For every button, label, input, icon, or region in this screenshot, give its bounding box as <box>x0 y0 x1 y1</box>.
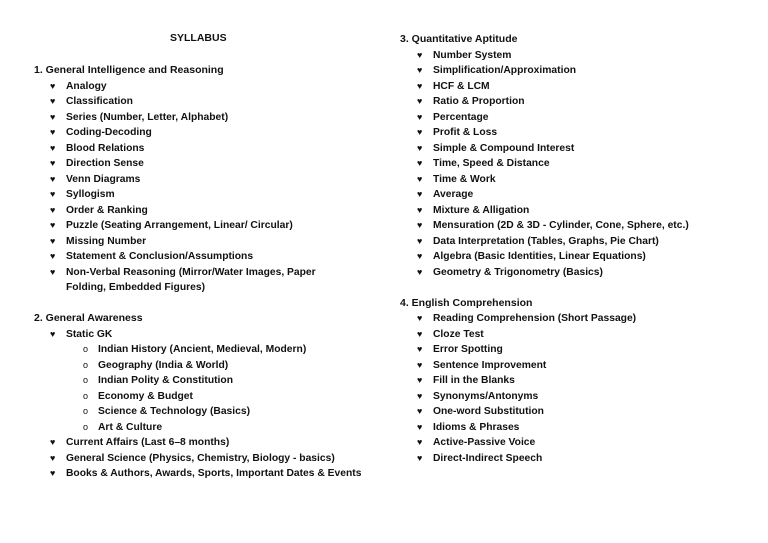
list-item <box>400 79 760 95</box>
heart-bullet-icon: ♥ <box>417 344 423 354</box>
list-item-label: Puzzle (Seating Arrangement, Linear/ Circular) <box>66 220 293 231</box>
list-item <box>34 466 394 482</box>
heart-bullet-icon: ♥ <box>417 80 423 91</box>
list-item <box>34 110 394 126</box>
list-item <box>34 327 394 436</box>
list-item-label: Order & Ranking <box>66 204 148 216</box>
heart-bullet-icon: ♥ <box>417 266 423 277</box>
heart-bullet-icon: ♥ <box>417 220 423 230</box>
heart-bullet-icon: ♥ <box>50 173 56 184</box>
list-item-label: Simplification/Approximation <box>433 65 577 76</box>
list-item-label: Books & Authors, Awards, Sports, Important Dates & Events <box>66 468 362 479</box>
topic-list <box>400 311 760 466</box>
list-item-label: Analogy <box>66 80 107 92</box>
list-item-label: Time & Work <box>433 173 496 185</box>
sub-list-item <box>66 342 394 358</box>
list-item-label: Blood Relations <box>66 142 145 154</box>
list-item-label: Coding-Decoding <box>66 127 152 138</box>
heart-bullet-icon: ♥ <box>50 468 56 478</box>
section-heading: 1. General Intelligence and Reasoning <box>34 64 224 76</box>
list-item <box>400 249 760 265</box>
heart-bullet-icon: ♥ <box>50 235 56 246</box>
list-item <box>400 48 760 64</box>
list-item <box>34 234 394 250</box>
section-heading: 3. Quantitative Aptitude <box>400 33 518 45</box>
list-item-label: Missing Number <box>66 235 147 247</box>
sub-list-item-label: Economy & Budget <box>98 390 193 402</box>
list-item <box>400 156 760 172</box>
list-item <box>400 218 760 234</box>
list-item <box>400 172 760 188</box>
heart-bullet-icon: ♥ <box>417 375 423 385</box>
list-item-label: Simple & Compound Interest <box>433 142 575 154</box>
list-item <box>400 63 760 79</box>
section-heading: 2. General Awareness <box>34 312 143 324</box>
list-item-label: Ratio & Proportion <box>433 96 525 107</box>
sub-list-item <box>66 358 394 374</box>
list-item-label: Statement & Conclusion/Assumptions <box>66 251 254 262</box>
heart-bullet-icon: ♥ <box>50 158 56 168</box>
heart-bullet-icon: ♥ <box>417 204 423 215</box>
list-item-label: Mensuration (2D & 3D - Cylinder, Cone, Sphere, etc.) <box>433 220 689 231</box>
list-item <box>34 203 394 219</box>
topic-list <box>400 48 760 281</box>
heart-bullet-icon: ♥ <box>417 437 423 447</box>
list-item <box>34 218 394 234</box>
heart-bullet-icon: ♥ <box>50 111 56 122</box>
list-item <box>400 311 760 327</box>
sub-list-item-label: Indian History (Ancient, Medieval, Modern) <box>98 344 307 355</box>
list-item <box>400 404 760 420</box>
list-item-label: Number System <box>433 49 512 61</box>
heart-bullet-icon: ♥ <box>417 96 423 106</box>
heart-bullet-icon: ♥ <box>50 220 56 230</box>
sub-list-item-label: Science & Technology (Basics) <box>98 406 251 417</box>
heart-bullet-icon: ♥ <box>50 80 56 91</box>
sub-list-item-label: Geography (India & World) <box>98 359 229 371</box>
list-item-label: Fill in the Blanks <box>433 375 515 386</box>
heart-bullet-icon: ♥ <box>417 49 423 60</box>
section-general-intelligence <box>34 63 394 296</box>
heart-bullet-icon: ♥ <box>417 328 423 339</box>
heart-bullet-icon: ♥ <box>417 406 423 416</box>
sub-list-item <box>66 373 394 389</box>
topic-list <box>34 435 394 482</box>
section-general-awareness <box>34 311 394 482</box>
heart-bullet-icon: ♥ <box>417 452 423 463</box>
left-column <box>34 63 394 497</box>
list-item-label: Current Affairs (Last 6–8 months) <box>66 437 230 448</box>
right-column <box>400 32 760 482</box>
list-item-label: Sentence Improvement <box>433 359 547 371</box>
heart-bullet-icon: ♥ <box>417 111 423 122</box>
circle-bullet-icon: o <box>83 390 89 401</box>
section-english-comprehension <box>400 296 760 467</box>
list-item-label: Synonyms/Antonyms <box>433 390 539 402</box>
heart-bullet-icon: ♥ <box>417 421 423 432</box>
section-quantitative-aptitude <box>400 32 760 280</box>
list-item-label: Geometry & Trigonometry (Basics) <box>433 266 603 278</box>
circle-bullet-icon: o <box>83 406 89 416</box>
sub-list-item-label: Art & Culture <box>98 421 163 433</box>
list-item <box>400 389 760 405</box>
list-item-label: Cloze Test <box>433 328 484 340</box>
list-item-label: Active-Passive Voice <box>433 437 536 448</box>
sub-list-item <box>66 404 394 420</box>
list-item <box>400 265 760 281</box>
list-item <box>400 110 760 126</box>
list-item <box>400 125 760 141</box>
topic-list <box>34 327 394 436</box>
list-item-label: Data Interpretation (Tables, Graphs, Pie Chart) <box>433 235 659 247</box>
list-item-label: General Science (Physics, Chemistry, Biology - basics) <box>66 452 335 464</box>
circle-bullet-icon: o <box>83 375 89 385</box>
list-item-label: Reading Comprehension (Short Passage) <box>433 313 637 324</box>
list-item-label: One-word Substitution <box>433 406 544 417</box>
circle-bullet-icon: o <box>83 359 89 370</box>
list-item-label: Percentage <box>433 111 489 123</box>
list-item <box>400 141 760 157</box>
list-item-label: Series (Number, Letter, Alphabet) <box>66 111 229 123</box>
heart-bullet-icon: ♥ <box>50 189 56 199</box>
sub-topic-list <box>66 342 394 435</box>
topic-list <box>34 79 394 296</box>
list-item-label: Idioms & Phrases <box>433 421 520 433</box>
list-item <box>400 373 760 389</box>
heart-bullet-icon: ♥ <box>417 359 423 370</box>
list-item <box>400 327 760 343</box>
heart-bullet-icon: ♥ <box>417 313 423 323</box>
sub-list-item <box>66 420 394 436</box>
heart-bullet-icon: ♥ <box>417 251 423 261</box>
heart-bullet-icon: ♥ <box>50 142 56 153</box>
list-item <box>400 203 760 219</box>
heart-bullet-icon: ♥ <box>50 96 56 106</box>
list-item <box>34 451 394 467</box>
heart-bullet-icon: ♥ <box>50 251 56 261</box>
list-item <box>400 187 760 203</box>
circle-bullet-icon: o <box>83 344 89 354</box>
list-item <box>34 187 394 203</box>
list-item <box>400 94 760 110</box>
list-item-label: Time, Speed & Distance <box>433 158 550 169</box>
list-item <box>34 94 394 110</box>
list-item-label: Classification <box>66 96 133 107</box>
list-item-label: Mixture & Alligation <box>433 204 530 216</box>
list-item <box>400 435 760 451</box>
list-item <box>400 358 760 374</box>
section-heading: 4. English Comprehension <box>400 296 533 309</box>
list-item <box>400 342 760 358</box>
list-item <box>34 435 394 451</box>
list-item <box>34 79 394 95</box>
sub-list-item-label: Indian Polity & Constitution <box>98 375 233 386</box>
heart-bullet-icon: ♥ <box>50 127 56 137</box>
list-item <box>400 420 760 436</box>
heart-bullet-icon: ♥ <box>417 127 423 137</box>
list-item-label: Non-Verbal Reasoning (Mirror/Water Images, Paper Folding, Embedded Figures) <box>66 266 316 293</box>
list-item-label: Direct-Indirect Speech <box>433 452 543 464</box>
list-item <box>400 451 760 467</box>
list-item <box>34 265 356 296</box>
page-title: SYLLABUS <box>170 32 227 44</box>
heart-bullet-icon: ♥ <box>50 437 56 447</box>
circle-bullet-icon: o <box>83 421 89 432</box>
list-item-label: HCF & LCM <box>433 80 490 92</box>
list-item-label: Static GK <box>66 328 113 340</box>
heart-bullet-icon: ♥ <box>417 235 423 246</box>
heart-bullet-icon: ♥ <box>50 328 56 339</box>
sub-list-item <box>66 389 394 405</box>
list-item-label: Algebra (Basic Identities, Linear Equations) <box>433 251 646 262</box>
list-item <box>34 249 394 265</box>
list-item-label: Direction Sense <box>66 158 144 169</box>
list-item <box>34 125 394 141</box>
heart-bullet-icon: ♥ <box>50 204 56 215</box>
list-item-label: Profit & Loss <box>433 127 498 138</box>
list-item-label: Average <box>433 189 474 200</box>
list-item-label: Venn Diagrams <box>66 173 141 185</box>
heart-bullet-icon: ♥ <box>50 452 56 463</box>
list-item <box>34 156 394 172</box>
list-item <box>400 234 760 250</box>
list-item-label: Syllogism <box>66 189 115 200</box>
list-item <box>34 141 394 157</box>
heart-bullet-icon: ♥ <box>417 173 423 184</box>
list-item <box>34 172 394 188</box>
heart-bullet-icon: ♥ <box>417 158 423 168</box>
list-item-label: Error Spotting <box>433 344 503 355</box>
heart-bullet-icon: ♥ <box>50 266 56 277</box>
heart-bullet-icon: ♥ <box>417 390 423 401</box>
heart-bullet-icon: ♥ <box>417 189 423 199</box>
heart-bullet-icon: ♥ <box>417 142 423 153</box>
heart-bullet-icon: ♥ <box>417 65 423 75</box>
